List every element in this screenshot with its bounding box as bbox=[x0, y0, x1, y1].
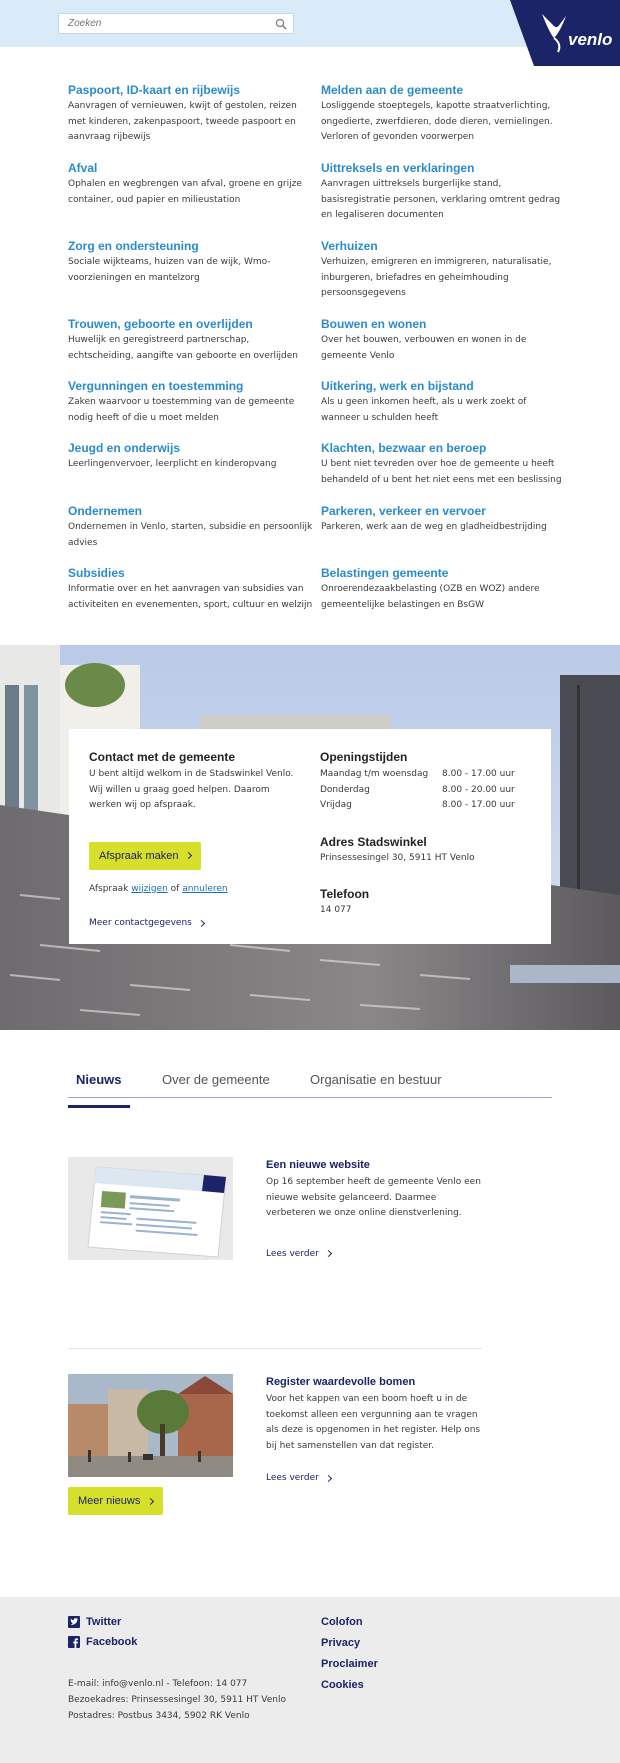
appointment-button[interactable] bbox=[89, 842, 201, 870]
website-screenshot-image[interactable] bbox=[68, 1157, 233, 1260]
service-desc: Zaken waarvoor u toestemming van de gemeente nodig heeft of die u moet melden bbox=[68, 397, 295, 423]
news-title[interactable]: Register waardevolle bomen bbox=[266, 1376, 416, 1388]
service-desc: Over het bouwen, verbouwen en wonen in de gemeente Venlo bbox=[321, 335, 527, 361]
service-desc: Onroerendezaakbelasting (OZB en WOZ) andere gemeentelijke belastingen en BsGW bbox=[321, 584, 540, 610]
hours-time: 8.00 - 17.00 uur bbox=[442, 800, 515, 810]
tab-over-de-gemeente[interactable]: Over de gemeente bbox=[162, 1072, 270, 1087]
contact-title: Contact met de gemeente bbox=[89, 750, 236, 764]
more-news-button[interactable] bbox=[68, 1487, 163, 1515]
site-footer bbox=[0, 1597, 620, 1763]
service-report[interactable] bbox=[321, 82, 566, 146]
service-building[interactable] bbox=[321, 316, 566, 364]
facebook-label: Facebook bbox=[86, 1636, 138, 1648]
news-divider bbox=[68, 1348, 482, 1349]
footer-link-privacy[interactable]: Privacy bbox=[321, 1637, 361, 1649]
hours-day: Donderdag bbox=[320, 784, 370, 795]
facebook-icon bbox=[68, 1636, 80, 1648]
footer-email-line: E-mail: info@venlo.nl - Telefoon: 14 077 bbox=[68, 1679, 248, 1689]
twitter-icon bbox=[68, 1616, 80, 1628]
service-benefits[interactable] bbox=[321, 378, 566, 426]
address-text: Prinsessesingel 30, 5911 HT Venlo bbox=[320, 852, 475, 863]
service-permits[interactable] bbox=[68, 378, 313, 426]
service-title[interactable]: Parkeren, verkeer en vervoer bbox=[321, 504, 486, 518]
hours-time: 8.00 - 20.00 uur bbox=[442, 784, 515, 795]
service-title[interactable]: Verhuizen bbox=[321, 239, 378, 253]
service-desc: Sociale wijkteams, huizen van de wijk, Wmo-voorzieningen en mantelzorg bbox=[68, 257, 271, 283]
news-item bbox=[68, 1374, 482, 1483]
search-icon[interactable] bbox=[275, 18, 287, 30]
more-contact-link[interactable] bbox=[89, 918, 204, 928]
service-title[interactable]: Paspoort, ID-kaart en rijbewijs bbox=[68, 83, 241, 97]
phone-text: 14 077 bbox=[320, 905, 352, 915]
hours-row bbox=[320, 767, 530, 783]
cancel-appointment-link[interactable]: annuleren bbox=[182, 883, 228, 894]
chevron-right-icon bbox=[325, 1474, 332, 1481]
address-title: Adres Stadswinkel bbox=[320, 834, 427, 849]
service-complaints[interactable] bbox=[321, 440, 566, 488]
contact-left-column bbox=[89, 749, 299, 928]
town-square-photo[interactable] bbox=[68, 1374, 233, 1477]
news-tabs-section bbox=[0, 1030, 620, 1130]
service-title[interactable]: Jeugd en onderwijs bbox=[68, 441, 181, 455]
service-care[interactable] bbox=[68, 238, 313, 286]
more-news-label: Meer nieuws bbox=[78, 1495, 141, 1507]
service-desc: Verhuizen, emigreren en immigreren, naturalisatie, inburgeren, briefadres en geheimhouding persoonsgegevens bbox=[321, 257, 552, 298]
contact-card bbox=[69, 729, 551, 944]
service-title[interactable]: Zorg en ondersteuning bbox=[68, 239, 199, 253]
hours-time: 8.00 - 17.00 uur bbox=[442, 769, 515, 779]
footer-link-cookies[interactable]: Cookies bbox=[321, 1679, 364, 1691]
service-title[interactable]: Trouwen, geboorte en overlijden bbox=[68, 317, 253, 331]
logo-wordmark: venlo bbox=[568, 30, 613, 49]
service-desc: Als u geen inkomen heeft, als u werk zoekt of wanneer u schulden heeft bbox=[321, 397, 527, 423]
chevron-right-icon bbox=[198, 919, 205, 926]
contact-right-column bbox=[320, 749, 530, 919]
change-appointment-link[interactable]: wijzigen bbox=[131, 883, 168, 894]
read-more-label: Lees verder bbox=[266, 1248, 319, 1259]
service-desc: Aanvragen uittreksels burgerlijke stand, basisregistratie personen, verklaring omtrent gedrag en legaliseren documenten bbox=[321, 179, 561, 220]
news-item bbox=[68, 1157, 482, 1260]
service-title[interactable]: Afval bbox=[68, 161, 98, 175]
search-box[interactable] bbox=[58, 13, 294, 34]
more-news-wrap bbox=[68, 1487, 163, 1515]
service-title[interactable]: Belastingen gemeente bbox=[321, 566, 449, 580]
service-desc: Parkeren, werk aan de weg en gladheidbestrijding bbox=[321, 522, 547, 532]
hours-row bbox=[320, 798, 530, 814]
service-extracts[interactable] bbox=[321, 160, 566, 224]
service-desc: Huwelijk en geregistreerd partnerschap, echtscheiding, aangifte van geboorte en overlijden bbox=[68, 335, 298, 361]
service-desc: Leerlingenvervoer, leerplicht en kinderopvang bbox=[68, 459, 277, 469]
footer-link-proclaimer[interactable]: Proclaimer bbox=[321, 1658, 378, 1670]
service-subsidies[interactable] bbox=[68, 565, 313, 613]
services-grid bbox=[0, 47, 620, 645]
service-waste[interactable] bbox=[68, 160, 313, 208]
search-input[interactable] bbox=[59, 14, 293, 33]
service-title[interactable]: Ondernemen bbox=[68, 504, 143, 518]
phone-title: Telefoon bbox=[320, 887, 370, 901]
contact-hero bbox=[0, 645, 620, 1030]
chevron-right-icon bbox=[325, 1250, 332, 1257]
hours-row bbox=[320, 783, 530, 799]
service-title[interactable]: Subsidies bbox=[68, 566, 125, 580]
service-business[interactable] bbox=[68, 503, 313, 551]
service-youth[interactable] bbox=[68, 440, 313, 473]
news-desc: Op 16 september heeft de gemeente Venlo een nieuwe website gelanceerd. Daarmee verbeteren we onze online dienstverlening. bbox=[266, 1177, 481, 1218]
hours-title: Openingstijden bbox=[320, 750, 408, 764]
chevron-right-icon bbox=[185, 852, 192, 859]
service-passport[interactable] bbox=[68, 82, 313, 146]
tab-bar bbox=[68, 1064, 552, 1098]
footer-link-colofon[interactable]: Colofon bbox=[321, 1616, 363, 1628]
site-header bbox=[0, 0, 620, 47]
or-text: of bbox=[170, 883, 180, 894]
contact-intro: U bent altijd welkom in de Stadswinkel Venlo. Wij willen u graag goed helpen. Daarom werken wij op afspraak. bbox=[89, 769, 294, 810]
chevron-right-icon bbox=[147, 1497, 154, 1504]
read-more-link[interactable] bbox=[266, 1249, 331, 1259]
service-title[interactable]: Klachten, bezwaar en beroep bbox=[321, 441, 487, 455]
service-desc: Ondernemen in Venlo, starten, subsidie en persoonlijk advies bbox=[68, 522, 313, 548]
appointment-button-label: Afspraak maken bbox=[99, 849, 179, 862]
read-more-link[interactable] bbox=[266, 1473, 331, 1483]
service-title[interactable]: Uitkering, werk en bijstand bbox=[321, 379, 474, 393]
more-contact-label: Meer contactgegevens bbox=[89, 918, 192, 928]
service-desc: Aanvragen of vernieuwen, kwijt of gestolen, reizen met kinderen, zakenpaspoort, tweede paspoort en aanvraag rijbewijs bbox=[68, 101, 297, 142]
service-title[interactable]: Uittreksels en verklaringen bbox=[321, 161, 475, 175]
service-desc: U bent niet tevreden over hoe de gemeente u heeft behandeld of u bent het niet eens met een beslissing bbox=[321, 459, 562, 485]
hours-day: Maandag t/m woensdag bbox=[320, 769, 429, 779]
news-list bbox=[0, 1130, 620, 1597]
twitter-label: Twitter bbox=[86, 1616, 122, 1628]
footer-contact-info bbox=[68, 1676, 286, 1724]
service-title[interactable]: Melden aan de gemeente bbox=[321, 83, 464, 97]
read-more-label: Lees verder bbox=[266, 1473, 319, 1483]
facebook-link[interactable] bbox=[68, 1636, 137, 1648]
footer-visit-line: Bezoekadres: Prinsessesingel 30, 5911 HT Venlo bbox=[68, 1695, 286, 1705]
appointment-manage-line bbox=[89, 882, 299, 898]
service-moving[interactable] bbox=[321, 238, 566, 302]
news-desc: Voor het kappen van een boom hoeft u in de toekomst alleen een vergunning aan te vragen als deze is opgenomen in het register. Help ons bij het samenstellen van dat register. bbox=[266, 1394, 481, 1451]
tab-nieuws[interactable]: Nieuws bbox=[76, 1072, 122, 1106]
service-parking[interactable] bbox=[321, 503, 566, 536]
twitter-link[interactable] bbox=[68, 1616, 121, 1628]
news-title[interactable]: Een nieuwe website bbox=[266, 1159, 370, 1171]
appointment-prefix: Afspraak bbox=[89, 883, 129, 894]
tab-organisatie-en-bestuur[interactable]: Organisatie en bestuur bbox=[310, 1072, 442, 1087]
service-desc: Informatie over en het aanvragen van subsidies van activiteiten en evenementen, sport, cultuur en welzijn bbox=[68, 584, 313, 610]
hours-day: Vrijdag bbox=[320, 800, 352, 810]
news-body bbox=[266, 1157, 482, 1259]
news-body bbox=[266, 1374, 482, 1483]
footer-post-line: Postadres: Postbus 3434, 5902 RK Venlo bbox=[68, 1711, 250, 1721]
service-taxes[interactable] bbox=[321, 565, 566, 613]
service-title[interactable]: Bouwen en wonen bbox=[321, 317, 427, 331]
service-desc: Ophalen en wegbrengen van afval, groene en grijze container, oud papier en milieustation bbox=[68, 179, 302, 205]
service-title[interactable]: Vergunningen en toestemming bbox=[68, 379, 244, 393]
service-marriage[interactable] bbox=[68, 316, 313, 364]
service-desc: Losliggende stoeptegels, kapotte straatverlichting, ongedierte, zwerfdieren, dode dieren, vernielingen. Verloren of gevonden voorwerpen bbox=[321, 101, 553, 142]
